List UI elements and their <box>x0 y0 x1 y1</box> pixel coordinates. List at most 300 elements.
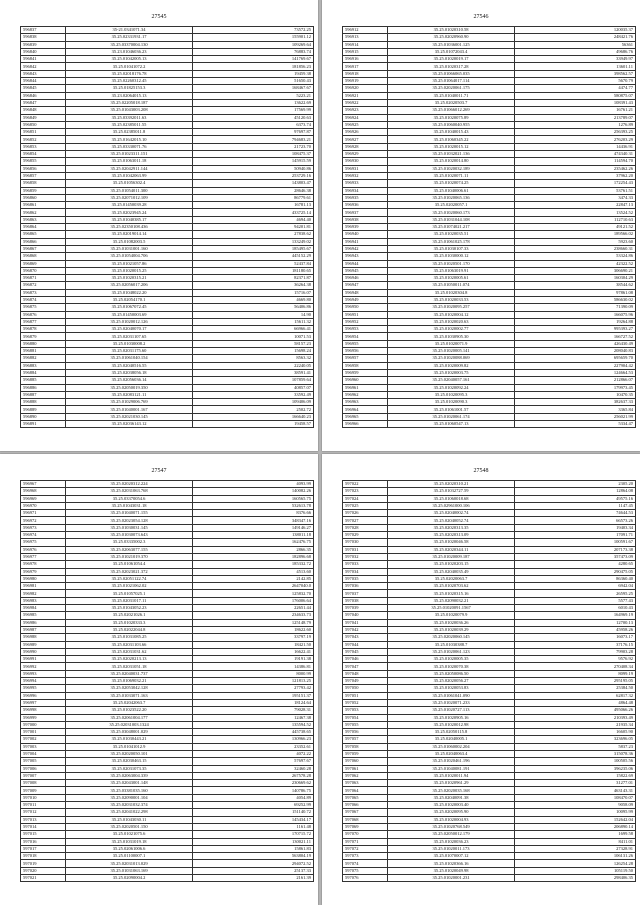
row-id-cell: 596879 <box>21 333 66 340</box>
row-amount-cell: 12700.13 <box>515 619 636 626</box>
row-amount-cell: 181856.23 <box>193 63 314 70</box>
table-row <box>21 92 314 99</box>
row-code-cell: 35-21.0341071.34 <box>66 27 193 34</box>
table-row <box>343 495 636 502</box>
row-code-cell: 35.25.01043003.208 <box>66 107 193 114</box>
row-code-cell: 35.25.01020075.89 <box>388 114 515 121</box>
row-id-cell: 596963 <box>343 399 388 406</box>
row-code-cell: 35.25.01063011.18 <box>66 158 193 165</box>
row-code-cell: 35.25.01020079.9 <box>388 612 515 619</box>
row-code-cell: 35.25.01020074.25 <box>388 180 515 187</box>
row-id-cell: 596959 <box>343 369 388 376</box>
row-code-cell: 35.25.01020011.173 <box>388 845 515 852</box>
row-id-cell: 596920 <box>343 85 388 92</box>
row-code-cell: 35.25.01067072.45 <box>66 304 193 311</box>
row-code-cell: 35.25.01074021.217 <box>388 224 515 231</box>
row-id-cell: 597049 <box>343 678 388 685</box>
row-code-cell: 35.25.01061001.57 <box>388 406 515 413</box>
table-row <box>21 194 314 201</box>
row-amount-cell: 143803.47 <box>193 180 314 187</box>
table-row <box>21 838 314 845</box>
table-row <box>343 853 636 860</box>
row-code-cell: 35.25.01020053.83 <box>388 685 515 692</box>
row-amount-cell: 57697.67 <box>193 758 314 765</box>
table-row <box>21 377 314 384</box>
row-amount-cell: 185332.72 <box>193 561 314 568</box>
row-code-cell: 35.25.03392011.63 <box>66 114 193 121</box>
row-code-cell: 35.25.01030107.33 <box>388 245 515 252</box>
table-row <box>343 194 636 201</box>
row-code-cell: 35.25.01064017.114 <box>388 78 515 85</box>
row-code-cell: 35.25.01056302.4 <box>66 180 193 187</box>
table-row <box>343 707 636 714</box>
table-row <box>343 143 636 150</box>
row-id-cell: 596930 <box>343 158 388 165</box>
row-code-cell: 35.25.01042005.13 <box>66 56 193 63</box>
row-amount-cell: 2647040.0 <box>193 583 314 590</box>
row-amount-cell: 306690.21 <box>515 267 636 274</box>
row-amount-cell: 323696.05 <box>515 736 636 743</box>
row-id-cell: 596864 <box>21 224 66 231</box>
row-amount-cell: 213789.07 <box>515 114 636 121</box>
row-id-cell: 597045 <box>343 648 388 655</box>
row-code-cell: 35.25.02041022.298 <box>66 809 193 816</box>
row-id-cell: 597075 <box>343 867 388 874</box>
row-code-cell: 35.25.02063004.339 <box>66 772 193 779</box>
table-row <box>343 626 636 633</box>
row-amount-cell: 107859.64 <box>193 377 314 384</box>
row-amount-cell: 79903.28 <box>515 648 636 655</box>
table-row <box>343 517 636 524</box>
row-amount-cell: 4513.60 <box>193 568 314 575</box>
row-amount-cell: 2305.20 <box>515 481 636 488</box>
row-id-cell: 596880 <box>21 340 66 347</box>
row-amount-cell: 172254.43 <box>515 180 636 187</box>
row-id-cell: 596986 <box>21 619 66 626</box>
row-amount-cell: 181180.65 <box>193 267 314 274</box>
row-code-cell: 35.25.01020366.16 <box>388 860 515 867</box>
row-amount-cell: 8000.99 <box>193 670 314 677</box>
table-row <box>21 63 314 70</box>
row-code-cell: 35.25.02071012.109 <box>66 194 193 201</box>
table-row <box>343 355 636 362</box>
row-id-cell: 596838 <box>21 34 66 41</box>
table-row <box>343 202 636 209</box>
row-code-cell: 35.25.01020005.61 <box>388 275 515 282</box>
table-row <box>21 304 314 311</box>
row-amount-cell: 108391.43 <box>515 99 636 106</box>
row-code-cell: 35.25.01029006.769 <box>66 399 193 406</box>
row-id-cell: 596929 <box>343 151 388 158</box>
row-id-cell: 597014 <box>21 823 66 830</box>
row-code-cell: 35.25.01048022.20 <box>66 289 193 296</box>
row-code-cell: 35.25.01020033.53 <box>388 296 515 303</box>
table-row <box>21 34 314 41</box>
row-id-cell: 597069 <box>343 823 388 830</box>
row-code-cell: 35.25.02020056.27 <box>388 678 515 685</box>
table-row <box>343 685 636 692</box>
row-amount-cell: 97697.87 <box>193 129 314 136</box>
row-id-cell: 596970 <box>21 502 66 509</box>
row-id-cell: 596980 <box>21 575 66 582</box>
row-id-cell: 597033 <box>343 561 388 568</box>
row-id-cell: 596971 <box>21 510 66 517</box>
row-id-cell: 596947 <box>343 282 388 289</box>
row-amount-cell: 9058.09 <box>515 802 636 809</box>
row-amount-cell: 396235.06 <box>515 765 636 772</box>
row-id-cell: 596936 <box>343 202 388 209</box>
row-id-cell: 596966 <box>343 421 388 428</box>
row-code-cell: 35.25.01054004.706 <box>66 253 193 260</box>
row-code-cell: 35.25.01031085.25 <box>66 634 193 641</box>
table-row <box>21 107 314 114</box>
row-code-cell: 35.25.01041072.2 <box>66 63 193 70</box>
row-id-cell: 597068 <box>343 816 388 823</box>
row-amount-cell: 474340.31 <box>515 151 636 158</box>
table-row <box>21 546 314 553</box>
table-row <box>343 311 636 318</box>
row-id-cell: 597003 <box>21 743 66 750</box>
row-amount-cell: 21723.70 <box>193 143 314 150</box>
row-code-cell: 35.25.01020014.80 <box>388 158 515 165</box>
row-amount-cell: 4864.48 <box>515 699 636 706</box>
row-amount-cell: 33949.97 <box>515 56 636 63</box>
row-id-cell: 596921 <box>343 92 388 99</box>
row-amount-cell: 58157.23 <box>193 340 314 347</box>
table-row <box>343 553 636 560</box>
table-row <box>343 510 636 517</box>
row-id-cell: 596967 <box>21 481 66 488</box>
row-amount-cell: 135594.52 <box>193 721 314 728</box>
row-code-cell: 35.25.01020501.170 <box>388 260 515 267</box>
row-amount-cell: 3474.33 <box>515 194 636 201</box>
row-code-cell: 35.25.01020049.98 <box>388 867 515 874</box>
row-id-cell: 596956 <box>343 348 388 355</box>
row-code-cell: 35.25.01066012.269 <box>388 107 515 114</box>
row-amount-cell: 109269.64 <box>193 41 314 48</box>
table-row <box>21 333 314 340</box>
row-amount-cell: 18421.50 <box>193 641 314 648</box>
table-row <box>343 340 636 347</box>
table-row <box>21 362 314 369</box>
table-row <box>21 282 314 289</box>
row-code-cell: 35.25.01042063.99 <box>66 172 193 179</box>
row-id-cell: 597066 <box>343 802 388 809</box>
page-number: 27545 <box>151 14 167 20</box>
table-row <box>343 180 636 187</box>
row-amount-cell: 50940.86 <box>193 165 314 172</box>
row-code-cell: 35.25.01036001.125 <box>388 41 515 48</box>
row-amount-cell: 168467.67 <box>193 85 314 92</box>
table-row <box>21 158 314 165</box>
table-row <box>343 692 636 699</box>
row-amount-cell: 6373.74 <box>193 121 314 128</box>
row-amount-cell: 27793.42 <box>193 685 314 692</box>
row-id-cell: 597072 <box>343 845 388 852</box>
table-row <box>21 721 314 728</box>
row-id-cell: 596987 <box>21 626 66 633</box>
table-row <box>21 114 314 121</box>
row-amount-cell: 6010.43 <box>515 605 636 612</box>
row-code-cell: 35.25.02043001.148 <box>66 780 193 787</box>
row-id-cell: 596888 <box>21 399 66 406</box>
row-amount-cell: 42322.52 <box>515 260 636 267</box>
table-row <box>21 502 314 509</box>
row-amount-cell: 179973.45 <box>515 384 636 391</box>
row-amount-cell: 149146.27 <box>193 524 314 531</box>
row-id-cell: 596957 <box>343 355 388 362</box>
row-amount-cell: 160565.75 <box>193 495 314 502</box>
row-id-cell: 596955 <box>343 340 388 347</box>
row-id-cell: 597013 <box>21 816 66 823</box>
table-row <box>21 216 314 223</box>
row-id-cell: 596853 <box>21 143 66 150</box>
row-amount-cell: 36264.38 <box>193 282 314 289</box>
row-code-cell: 35.25.01060040.955 <box>388 121 515 128</box>
row-id-cell: 596883 <box>21 362 66 369</box>
table-row <box>343 875 636 882</box>
row-amount-cell: 133249.02 <box>193 238 314 245</box>
ledger-table <box>20 480 314 882</box>
row-id-cell: 596861 <box>21 202 66 209</box>
row-id-cell: 597018 <box>21 853 66 860</box>
row-amount-cell: 532613.78 <box>193 502 314 509</box>
table-row <box>21 318 314 325</box>
row-amount-cell: 253729.16 <box>193 172 314 179</box>
table-row <box>343 524 636 531</box>
row-code-cell: 35.25.01020003.75 <box>388 369 515 376</box>
row-id-cell: 596943 <box>343 253 388 260</box>
row-code-cell: 35.25.02054170.1 <box>66 296 193 303</box>
table-row <box>21 488 314 495</box>
row-amount-cell: 120035.37 <box>515 27 636 34</box>
row-code-cell: 35.25.01100007.1 <box>66 853 193 860</box>
row-amount-cell: 86360.40 <box>515 575 636 582</box>
row-amount-cell: 155901.12 <box>193 34 314 41</box>
table-row <box>21 399 314 406</box>
table-row <box>343 794 636 801</box>
row-id-cell: 596889 <box>21 406 66 413</box>
row-amount-cell: 5577.43 <box>515 597 636 604</box>
row-code-cell: 35.25.01020035.51 <box>388 231 515 238</box>
row-code-cell: 35.25.01023522.20 <box>66 707 193 714</box>
row-id-cell: 596975 <box>21 539 66 546</box>
row-amount-cell: 112710.63 <box>515 216 636 223</box>
row-id-cell: 596915 <box>343 48 388 55</box>
row-code-cell: 35.25.01020046.58 <box>388 539 515 546</box>
row-amount-cell: 105119.50 <box>515 867 636 874</box>
row-amount-cell: 5670.79 <box>515 78 636 85</box>
table-row <box>21 510 314 517</box>
row-amount-cell: 230669.62 <box>193 780 314 787</box>
table-row <box>21 78 314 85</box>
row-code-cell: 35.25.01069032.21 <box>66 678 193 685</box>
table-row <box>343 583 636 590</box>
row-id-cell: 597034 <box>343 568 388 575</box>
row-amount-cell: 162476.75 <box>193 539 314 546</box>
row-code-cell: 35.25.02021026.1 <box>66 612 193 619</box>
row-id-cell: 596843 <box>21 70 66 77</box>
table-row <box>343 41 636 48</box>
row-id-cell: 597023 <box>343 488 388 495</box>
row-code-cell: 35.25.01020039.29 <box>388 626 515 633</box>
row-code-cell: 35.25.02031003.1324 <box>66 721 193 728</box>
row-amount-cell: 13622.69 <box>193 99 314 106</box>
row-code-cell: 35.25.02031175.60 <box>66 348 193 355</box>
table-row <box>343 296 636 303</box>
row-amount-cell: 4072.22 <box>193 750 314 757</box>
row-id-cell: 596858 <box>21 180 66 187</box>
table-row <box>343 165 636 172</box>
table-row <box>21 831 314 838</box>
row-code-cell: 35.25.02050012.179 <box>388 831 515 838</box>
row-id-cell: 596935 <box>343 194 388 201</box>
row-id-cell: 596876 <box>21 311 66 318</box>
table-row <box>343 245 636 252</box>
row-code-cell: 35.25.01021057.86 <box>66 260 193 267</box>
row-amount-cell: 267578.28 <box>193 772 314 779</box>
row-amount-cell: 206890.14 <box>515 823 636 830</box>
row-id-cell: 597059 <box>343 750 388 757</box>
row-code-cell: 35.25.02022044.8 <box>66 626 193 633</box>
row-amount-cell: 8411.01 <box>515 838 636 845</box>
row-amount-cell: 6942.04 <box>515 583 636 590</box>
table-row <box>21 355 314 362</box>
table-row <box>343 151 636 158</box>
row-id-cell: 596852 <box>21 136 66 143</box>
row-id-cell: 597052 <box>343 699 388 706</box>
table-row <box>343 641 636 648</box>
table-row <box>343 27 636 34</box>
table-row <box>343 253 636 260</box>
row-amount-cell: 235462.26 <box>515 165 636 172</box>
row-code-cell: 35.25.01020317.28 <box>388 63 515 70</box>
table-row <box>343 267 636 274</box>
row-amount-cell: 17569.99 <box>193 107 314 114</box>
row-id-cell: 596952 <box>343 318 388 325</box>
row-amount-cell: 15611.32 <box>193 318 314 325</box>
row-amount-cell: 10470.35 <box>515 391 636 398</box>
table-row <box>343 70 636 77</box>
table-row <box>21 524 314 531</box>
row-amount-cell: 22651.44 <box>193 605 314 612</box>
table-row <box>343 413 636 420</box>
table-row <box>343 502 636 509</box>
row-id-cell: 597004 <box>21 750 66 757</box>
row-amount-cell: 108470.07 <box>515 794 636 801</box>
row-code-cell: 35.25.02031032.374 <box>66 802 193 809</box>
row-code-cell: 35.25.01020036.26 <box>388 619 515 626</box>
table-row <box>21 56 314 63</box>
row-amount-cell: 2142.85 <box>193 575 314 582</box>
table-row <box>343 809 636 816</box>
row-code-cell: 35.25.01020071.11 <box>388 172 515 179</box>
row-id-cell: 597005 <box>21 758 66 765</box>
table-row <box>343 532 636 539</box>
row-code-cell: 35.25.02205018.187 <box>66 99 193 106</box>
row-id-cell: 596997 <box>21 699 66 706</box>
table-row <box>21 707 314 714</box>
row-amount-cell: 185495.67 <box>193 245 314 252</box>
row-amount-cell: 22240.05 <box>193 362 314 369</box>
row-code-cell: 35.25.01041012.9 <box>66 743 193 750</box>
row-id-cell: 596941 <box>343 238 388 245</box>
table-row <box>343 114 636 121</box>
table-row <box>343 758 636 765</box>
row-code-cell: 35.25.01040001.167 <box>66 406 193 413</box>
table-row <box>21 129 314 136</box>
row-id-cell: 596871 <box>21 275 66 282</box>
row-id-cell: 596951 <box>343 311 388 318</box>
table-row <box>21 663 314 670</box>
row-code-cell: 35.25.01060547.13 <box>388 421 515 428</box>
row-id-cell: 597012 <box>21 809 66 816</box>
row-code-cell: 35.25.02020503.7 <box>388 99 515 106</box>
row-code-cell: 35.25.01060345.22 <box>388 136 515 143</box>
row-code-cell: 35.25.01030073.643 <box>66 532 193 539</box>
row-code-cell: 35.25.01642015.10 <box>66 136 193 143</box>
row-code-cell: 35.25.01020003.40 <box>388 802 515 809</box>
row-code-cell: 35.25.01082003.5 <box>66 238 193 245</box>
row-code-cell: 35.25.02050086.50 <box>388 670 515 677</box>
row-code-cell: 35.25.01020065.136 <box>388 194 515 201</box>
table-row <box>21 656 314 663</box>
row-amount-cell: 32460.28 <box>193 765 314 772</box>
row-id-cell: 597055 <box>343 721 388 728</box>
row-id-cell: 596866 <box>21 238 66 245</box>
table-row <box>343 656 636 663</box>
row-id-cell: 596844 <box>21 78 66 85</box>
row-id-cell: 597065 <box>343 794 388 801</box>
row-id-cell: 596847 <box>21 99 66 106</box>
table-row <box>21 626 314 633</box>
row-amount-cell: 9576.92 <box>515 656 636 663</box>
row-id-cell: 596845 <box>21 85 66 92</box>
document-page <box>322 454 640 905</box>
row-amount-cell: 189566.02 <box>515 231 636 238</box>
row-amount-cell: 14.90 <box>193 311 314 318</box>
row-code-cell: 35.25.02023945.24 <box>66 209 193 216</box>
row-code-cell: 35.25.02053042.128 <box>66 685 193 692</box>
row-code-cell: 35.25.02020095.90 <box>388 809 515 816</box>
row-code-cell: 35.25.02031017.11 <box>66 597 193 604</box>
row-amount-cell: 15716.07 <box>193 289 314 296</box>
row-amount-cell: 14436.91 <box>515 143 636 150</box>
table-row <box>343 187 636 194</box>
row-code-cell: 35.25.02019014.14 <box>66 231 193 238</box>
row-id-cell: 597067 <box>343 809 388 816</box>
table-row <box>21 224 314 231</box>
row-id-cell: 596891 <box>21 421 66 428</box>
table-row <box>21 860 314 867</box>
row-amount-cell: 19459.38 <box>193 70 314 77</box>
row-id-cell: 597047 <box>343 663 388 670</box>
row-code-cell: 35.25.01021019.370 <box>66 553 193 560</box>
row-id-cell: 597019 <box>21 860 66 867</box>
row-code-cell: 35.25.01060002.204 <box>388 743 515 750</box>
row-amount-cell: 195151.37 <box>193 692 314 699</box>
table-row <box>343 612 636 619</box>
row-amount-cell: 227904.42 <box>515 362 636 369</box>
table-row <box>21 517 314 524</box>
row-amount-cell: 40857.07 <box>193 384 314 391</box>
table-row <box>21 99 314 106</box>
row-code-cell: 35.25.01061025.178 <box>388 238 515 245</box>
row-id-cell: 596857 <box>21 172 66 179</box>
row-amount-cell: 49121.52 <box>515 224 636 231</box>
row-id-cell: 596878 <box>21 326 66 333</box>
table-row <box>343 282 636 289</box>
